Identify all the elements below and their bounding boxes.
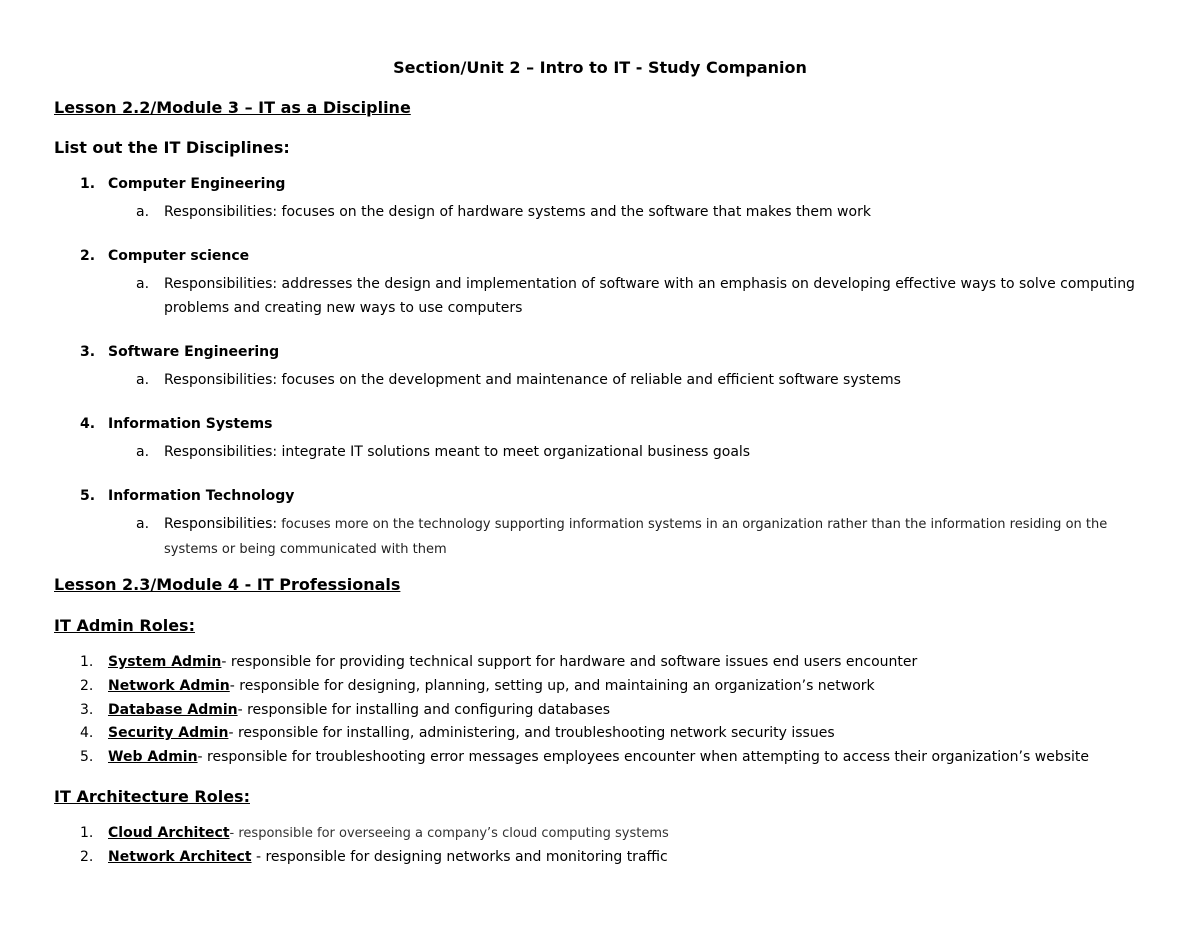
responsibilities-text: focuses on the design of hardware systems and the software that makes them work bbox=[277, 204, 871, 220]
role-description: - responsible for designing, planning, setting up, and maintaining an organization’s network bbox=[229, 678, 875, 694]
discipline-responsibilities bbox=[136, 200, 1146, 224]
role-name: System Admin bbox=[108, 654, 222, 670]
role-number: 2. bbox=[80, 849, 94, 865]
discipline-number: 2. bbox=[80, 248, 96, 264]
role-number: 1. bbox=[80, 825, 94, 841]
document-title: Section/Unit 2 – Intro to IT - Study Companion bbox=[393, 58, 807, 77]
discipline-number: 3. bbox=[80, 344, 96, 360]
architecture-roles-heading-text: IT Architecture Roles: bbox=[54, 787, 250, 806]
responsibilities-label: Responsibilities: bbox=[164, 516, 278, 532]
role-name: Network Architect bbox=[108, 849, 252, 865]
discipline-responsibilities bbox=[136, 272, 1146, 320]
role-number: 1. bbox=[80, 654, 94, 670]
responsibilities-label: Responsibilities: bbox=[164, 444, 278, 460]
disciplines-list-heading: List out the IT Disciplines: bbox=[54, 138, 290, 157]
responsibilities-label: Responsibilities: bbox=[164, 204, 278, 220]
responsibilities-text: integrate IT solutions meant to meet organizational business goals bbox=[277, 444, 751, 460]
discipline-number: 5. bbox=[80, 488, 96, 504]
discipline-name: Information Systems bbox=[108, 416, 273, 432]
role-number: 4. bbox=[80, 725, 94, 741]
discipline-responsibilities bbox=[136, 440, 1146, 464]
sub-letter: a. bbox=[136, 276, 150, 292]
role-number: 5. bbox=[80, 749, 94, 765]
responsibilities-label: Responsibilities: bbox=[164, 372, 278, 388]
discipline-number: 4. bbox=[80, 416, 96, 432]
role-name: Security Admin bbox=[108, 725, 229, 741]
role-description: - responsible for overseeing a company’s cloud computing systems bbox=[229, 826, 669, 841]
role-name: Network Admin bbox=[108, 678, 230, 694]
role-number: 3. bbox=[80, 702, 94, 718]
role-name: Cloud Architect bbox=[108, 825, 230, 841]
role-description: - responsible for designing networks and monitoring traffic bbox=[251, 849, 668, 865]
lesson-2-2-heading-text: Lesson 2.2/Module 3 – IT as a Discipline bbox=[54, 98, 411, 117]
responsibilities-text: addresses the design and implementation of software with an emphasis on developing effective ways to solve computing problems and creating new ways to use computers bbox=[164, 276, 1135, 316]
discipline-name: Software Engineering bbox=[108, 344, 280, 360]
role-description: - responsible for installing, administering, and troubleshooting network security issues bbox=[228, 725, 835, 741]
discipline-name: Information Technology bbox=[108, 488, 295, 504]
role-description: - responsible for providing technical support for hardware and software issues end users encounter bbox=[221, 654, 918, 670]
sub-letter: a. bbox=[136, 516, 150, 532]
responsibilities-text: focuses more on the technology supporting information systems in an organization rather than the information residing on the systems or being communicated with them bbox=[164, 517, 1108, 557]
admin-roles-heading bbox=[54, 616, 195, 635]
sub-letter: a. bbox=[136, 372, 150, 388]
sub-letter: a. bbox=[136, 204, 150, 220]
role-name: Web Admin bbox=[108, 749, 198, 765]
role-number: 2. bbox=[80, 678, 94, 694]
role-name: Database Admin bbox=[108, 702, 238, 718]
role-description: - responsible for troubleshooting error messages employees encounter when attempting to access their organization’s website bbox=[197, 749, 1089, 765]
discipline-name: Computer science bbox=[108, 248, 250, 264]
lesson-2-3-heading bbox=[54, 575, 400, 594]
discipline-name: Computer Engineering bbox=[108, 176, 286, 192]
discipline-responsibilities bbox=[136, 368, 1146, 392]
role-description: - responsible for installing and configuring databases bbox=[237, 702, 611, 718]
lesson-2-3-heading-text: Lesson 2.3/Module 4 - IT Professionals bbox=[54, 575, 401, 594]
sub-letter: a. bbox=[136, 444, 150, 460]
responsibilities-text: focuses on the development and maintenance of reliable and efficient software systems bbox=[277, 372, 901, 388]
lesson-2-2-heading bbox=[54, 98, 411, 117]
admin-roles-heading-text: IT Admin Roles: bbox=[54, 616, 195, 635]
responsibilities-label: Responsibilities: bbox=[164, 276, 278, 292]
discipline-number: 1. bbox=[80, 176, 96, 192]
architecture-roles-heading bbox=[54, 787, 250, 806]
discipline-responsibilities bbox=[136, 512, 1146, 562]
